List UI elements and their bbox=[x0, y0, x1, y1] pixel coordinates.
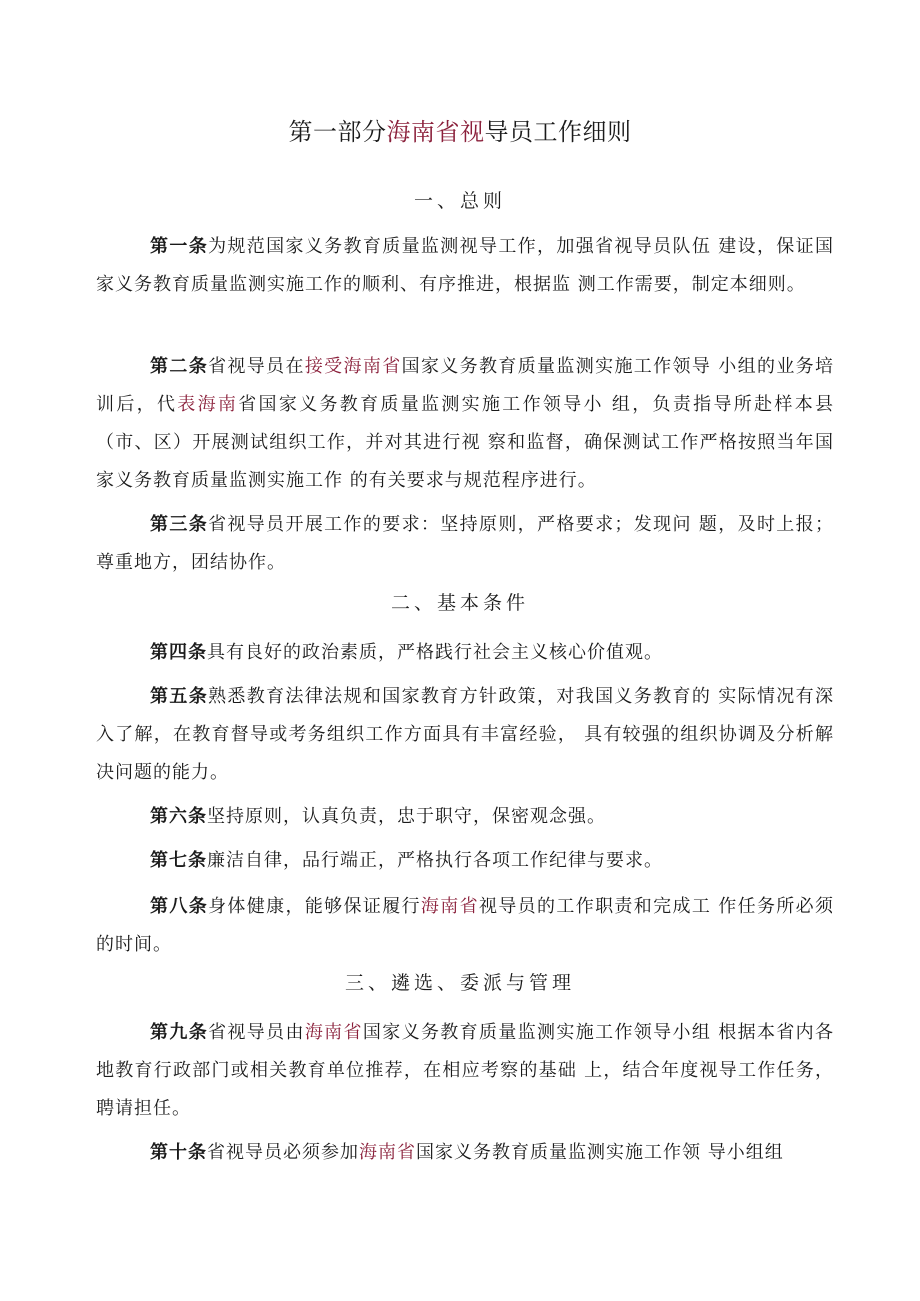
highlight-text: 海南省 bbox=[420, 896, 479, 917]
highlight-text: 海南省 bbox=[359, 1142, 416, 1163]
article-9 bbox=[96, 1014, 834, 1128]
article-text: 省国家义务教育质量监测实施工作领导小 组，负责指导所赴样本县（市、区）开展测试组织工作，并对其进行视 察和监督，确保测试工作严格按照当年国家义务教育质量监测实施工作 的有关要求与规范程序进行。 bbox=[96, 394, 835, 491]
article-number: 第三条 bbox=[150, 514, 209, 535]
article-text: 熟悉教育法律法规和国家教育方针政策，对我国义务教育的 实际情况有深入了解，在教育督导或考务组织工作方面具有丰富经验， 具有较强的组织协调及分析解决问题的能力。 bbox=[96, 686, 835, 783]
article-number: 第二条 bbox=[150, 356, 209, 377]
article-text: 省视导员必须参加 bbox=[207, 1142, 359, 1163]
article-text: 省视导员在 bbox=[208, 356, 305, 377]
article-text: 具有良好的政治素质，严格践行社会主义核心价值观。 bbox=[207, 642, 663, 663]
title-suffix: 导员工作细则 bbox=[484, 118, 632, 146]
article-text: 国家义务教育质量监测实施工作领导小组 根据本省内各地教育行政部门或相关教育单位推荐，在相应考察的基础 上，结合年度视导工作任务，聘请担任。 bbox=[96, 1022, 835, 1119]
highlight-text: 接受海南省 bbox=[304, 356, 402, 377]
article-number: 第八条 bbox=[150, 896, 209, 917]
article-text: 廉洁自律，品行端正，严格执行各项工作纪律与要求。 bbox=[207, 850, 663, 871]
article-6 bbox=[96, 798, 834, 836]
article-text: 为规范国家义务教育质量监测视导工作，加强省视导员队伍 建设，保证国家义务教育质量监测实施工作的顺利、有序推进，根据监 测工作需要，制定本细则。 bbox=[96, 236, 835, 295]
article-text: 坚持原则，认真负责，忠于职守，保密观念强。 bbox=[207, 806, 606, 827]
section-heading-selection: 三、遴选、委派与管理 bbox=[344, 972, 575, 994]
article-number: 第七条 bbox=[150, 850, 207, 871]
article-7 bbox=[96, 842, 834, 880]
title-highlight: 海南省视 bbox=[386, 118, 485, 146]
article-text: 省视导员由 bbox=[208, 1022, 305, 1043]
article-2 bbox=[96, 348, 834, 500]
article-number: 第一条 bbox=[150, 236, 209, 257]
article-3 bbox=[96, 506, 834, 582]
article-8 bbox=[96, 888, 834, 964]
section-heading-basic-conditions: 二、基本条件 bbox=[390, 592, 529, 614]
highlight-text: 表海南 bbox=[177, 394, 239, 415]
highlight-text: 海南省 bbox=[304, 1022, 363, 1043]
article-text: 国家义务教育质量监测实施工作领导 小组的业务培训后，代 bbox=[96, 356, 835, 415]
article-1 bbox=[96, 228, 834, 304]
article-10 bbox=[96, 1134, 834, 1172]
article-text: 省视导员开展工作的要求：坚持原则，严格要求；发现问 题，及时上报；尊重地方，团结协作。 bbox=[96, 514, 835, 573]
article-text: 国家义务教育质量监测实施工作领 导小组组 bbox=[416, 1142, 784, 1163]
article-text: 身体健康，能够保证履行 bbox=[208, 896, 421, 917]
article-4 bbox=[96, 634, 834, 672]
article-text: 视导员的工作职责和完成工 作任务所必须的时间。 bbox=[96, 896, 835, 955]
page-title bbox=[0, 112, 920, 147]
article-5 bbox=[96, 678, 834, 792]
title-prefix: 第一部分 bbox=[288, 118, 387, 146]
section-heading-general: 一、总则 bbox=[413, 190, 506, 212]
article-number: 第十条 bbox=[150, 1142, 207, 1163]
article-number: 第四条 bbox=[150, 642, 207, 663]
article-number: 第五条 bbox=[150, 686, 209, 707]
article-number: 第六条 bbox=[150, 806, 207, 827]
article-number: 第九条 bbox=[150, 1022, 209, 1043]
